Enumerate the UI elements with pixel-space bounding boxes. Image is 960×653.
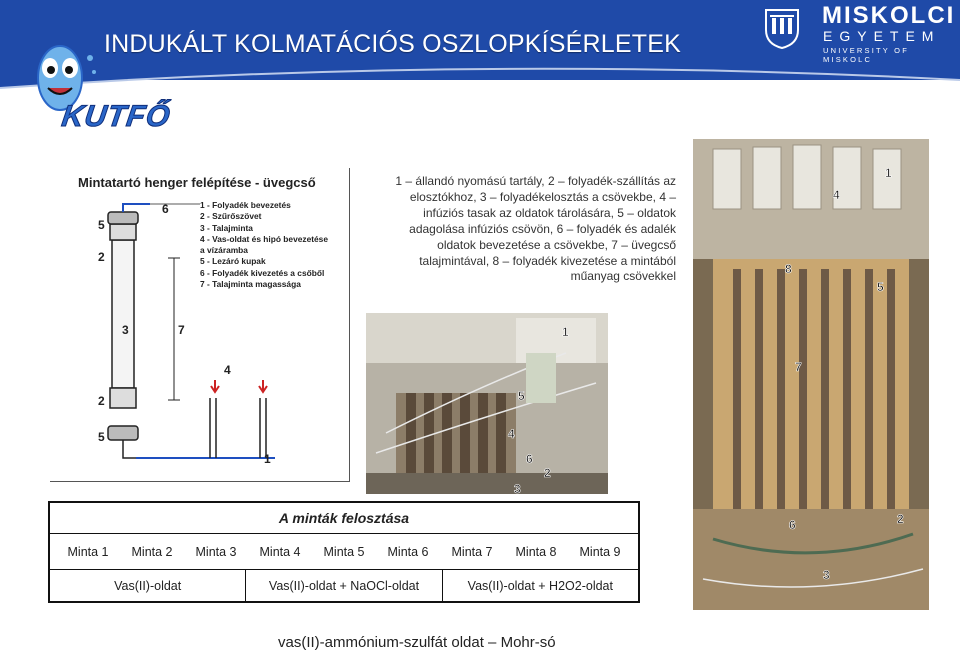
schem-label: 3 [122,323,129,337]
legend-item: 3 - Talajminta [200,222,253,233]
table-cell: Minta 7 [451,544,493,559]
footer-note: vas(II)-ammónium-szulfát oldat – Mohr-só [278,634,556,651]
table-heading: A minták felosztása [278,510,410,526]
table-heading-row [50,503,638,534]
table-cell: Minta 3 [195,544,237,559]
table-cell: Vas(II)-oldat [50,570,246,601]
header-curve [0,58,960,98]
photo-label: 4 [833,188,840,202]
university-crest-icon [762,6,802,50]
photo-label: 3 [514,482,521,494]
schem-label: 4 [224,363,231,377]
table-cell: Minta 4 [259,544,301,559]
legend-item: 6 - Folyadék kivezetés a csőből [200,267,325,278]
schematic-title: Mintatartó henger felépítése - üvegcső [78,175,316,190]
legend-item: 5 - Lezáró kupak [200,256,266,267]
photo-label: 6 [789,518,796,532]
table-cell: Minta 2 [131,544,173,559]
legend-item: 1 - Folyadék bevezetés [200,200,291,210]
schematic-legend [200,200,328,290]
schematic-panel [50,168,350,482]
schem-label: 1 [264,452,271,466]
schem-label: 2 [98,250,105,264]
brand-logo: KUTFŐ [59,100,173,133]
schem-label: 7 [178,323,185,337]
legend-item: 7 - Talajminta magassága [200,279,301,290]
sample-table [48,501,640,603]
photo-label: 6 [526,452,533,466]
university-name: MISKOLCI [822,2,956,29]
setup-description: 1 – állandó nyomású tartály, 2 – folyadék-szállítás az elosztókhoz, 3 – folyadékelosztás a csövekbe, 4 – infúziós tasak az oldatok tárolására, 5 – oldatok adagolása infúziós csövön, 6 – folyadék és adalék oldatok bevezetése a csövekbe, 7 – üvegcső talajmintával, 8 – folyadék kivezetése a mintából műanyag csövekkel [395,174,676,284]
photo-label: 4 [508,427,515,441]
photo-label: 2 [897,512,904,526]
schem-label: 6 [162,202,169,216]
lab-photo-side [693,139,929,610]
table-samples-row [50,534,638,570]
schem-label: 5 [98,430,105,444]
page-title: INDUKÁLT KOLMATÁCIÓS OSZLOPKÍSÉRLETEK [104,30,681,58]
table-cell: Minta 6 [387,544,429,559]
photo-label: 1 [885,166,892,180]
legend-item: 4 - Vas-oldat és hipó bevezetése [200,233,329,244]
photo-label: 5 [518,389,525,403]
lab-photo-front [366,313,608,494]
table-cell: Vas(II)-oldat + NaOCl-oldat [246,570,442,601]
photo-label: 3 [823,568,830,582]
table-cell: Minta 5 [323,544,365,559]
table-cell: Minta 9 [579,544,621,559]
photo-label: 1 [562,325,569,339]
table-cell: Minta 1 [67,544,109,559]
legend-item: a vízáramba [200,245,248,256]
schem-label: 5 [98,218,105,232]
photo-label: 5 [877,280,884,294]
university-foot: UNIVERSITY OF MISKOLC [823,46,909,64]
table-cell: Vas(II)-oldat + H2O2-oldat [467,578,613,593]
legend-item: 2 - Szűrőszövet [200,211,262,222]
table-groups-row [50,570,638,601]
university-sub: EGYETEM [823,28,941,44]
photo-label: 2 [544,466,551,480]
photo-label: 7 [795,360,802,374]
schem-label: 2 [98,394,105,408]
photo-label: 8 [785,262,792,276]
table-cell: Minta 8 [515,544,557,559]
